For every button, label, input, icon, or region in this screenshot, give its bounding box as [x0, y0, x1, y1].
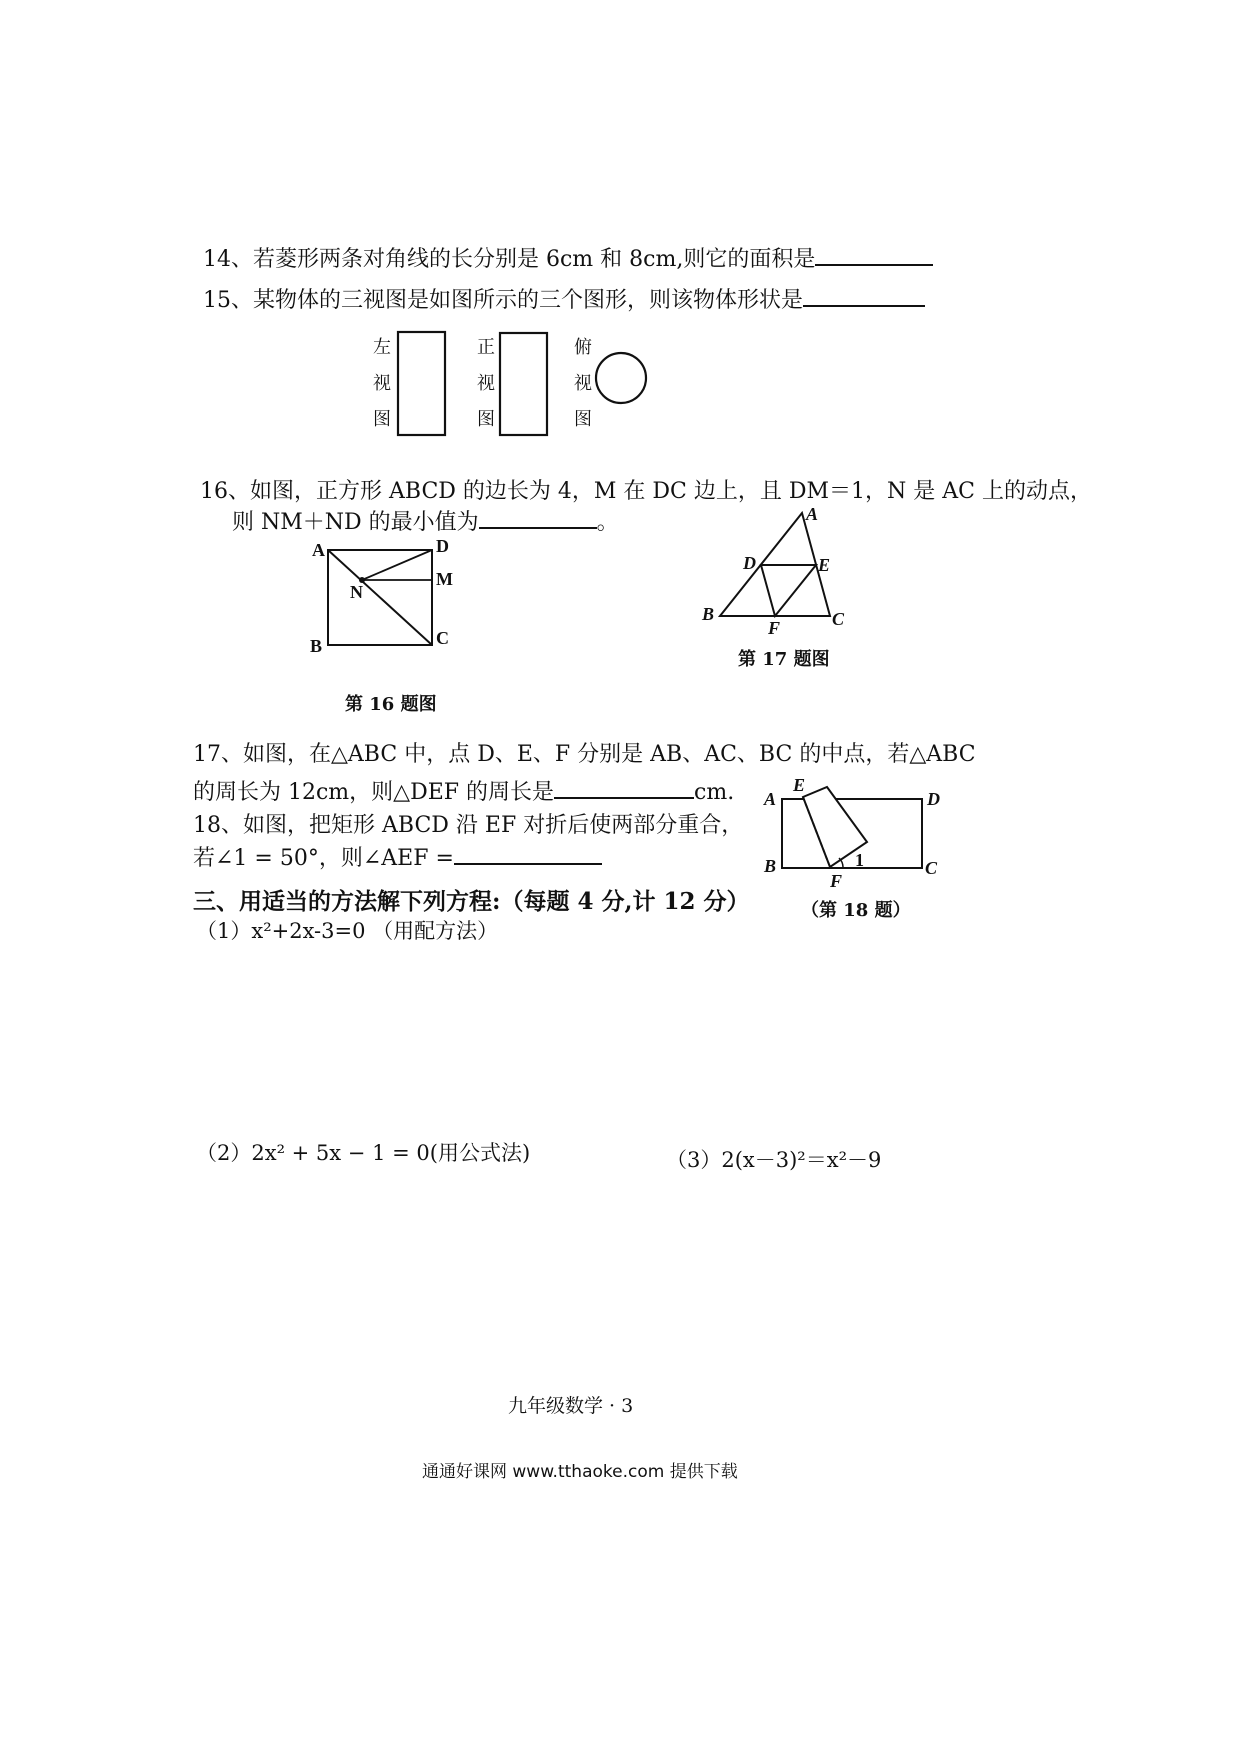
question-18-text-2: 若∠1 = 50°，则∠AEF =: [193, 846, 454, 871]
question-15: [203, 283, 925, 314]
label-angle-1: 1: [855, 850, 864, 870]
label-f: F: [768, 618, 781, 638]
answer-blank-17: [554, 797, 694, 799]
label-a: A: [764, 789, 777, 809]
front-view-rectangle: [500, 333, 547, 435]
question-16-end-mark: 。: [596, 510, 619, 535]
front-view-label: 正 视 图: [477, 337, 495, 430]
question-17-unit: cm.: [694, 780, 735, 805]
segment-nd: [362, 550, 432, 580]
answer-blank-15: [803, 305, 925, 307]
label-m: M: [436, 569, 453, 589]
left-view-rectangle: [398, 332, 445, 435]
figure-18-caption: （第 18 题）: [801, 900, 911, 921]
label-d: D: [743, 553, 756, 573]
top-view-circle: [596, 353, 646, 403]
equation-1: （1）x²+2x-3=0 （用配方法）: [196, 919, 499, 943]
label-b: B: [310, 636, 323, 656]
figure-16-caption: 第 16 题图: [345, 694, 437, 715]
label-c: C: [436, 628, 449, 648]
figure-17: [695, 503, 855, 638]
question-17-text-2: 的周长为 12cm，则△DEF 的周长是: [193, 780, 555, 805]
label-f: F: [830, 871, 843, 890]
question-16-text-2: 则 NM＋ND 的最小值为: [232, 510, 479, 535]
diagonal-ac: [328, 550, 432, 645]
question-17-line-1: [193, 737, 976, 768]
question-16-line-1: [200, 474, 1092, 505]
question-18-text-1: 18、如图，把矩形 ABCD 沿 EF 对折后使两部分重合，: [193, 813, 744, 838]
section-3-title: 三、用适当的方法解下列方程:（每题 4 分,计 12 分）: [193, 888, 750, 915]
label-e: E: [818, 555, 831, 575]
figure-17-caption: 第 17 题图: [738, 649, 830, 670]
label-a: A: [806, 504, 819, 524]
question-18-line-1: [193, 808, 743, 839]
triangle-def: [761, 565, 816, 616]
left-view-label: 左 视 图: [373, 337, 391, 430]
label-c: C: [925, 858, 938, 878]
label-d: D: [927, 789, 940, 809]
question-16-line-2: [232, 505, 619, 536]
answer-blank-16: [479, 527, 597, 529]
label-a: A: [312, 540, 325, 560]
equation-2: （2）2x² + 5x − 1 = 0(用公式法): [196, 1141, 531, 1165]
label-e: E: [793, 775, 806, 795]
figure-18: [755, 775, 955, 890]
three-views-figure: [390, 325, 660, 440]
label-d: D: [436, 536, 449, 556]
equation-3: （3）2(x－3)²＝x²－9: [666, 1148, 882, 1172]
figure-16: [300, 535, 470, 660]
question-17-line-2: [193, 775, 734, 806]
question-15-text: 15、某物体的三视图是如图所示的三个图形，则该物体形状是: [203, 288, 803, 313]
label-b: B: [764, 856, 777, 876]
question-16-text-1: 16、如图，正方形 ABCD 的边长为 4，M 在 DC 边上，且 DM＝1，N 是 AC 上的动点，: [200, 479, 1092, 504]
question-18-line-2: [193, 841, 602, 872]
label-b: B: [702, 604, 715, 624]
answer-blank-14: [815, 264, 933, 266]
question-17-text-1: 17、如图，在△ABC 中，点 D、E、F 分别是 AB、AC、BC 的中点，若△ABC: [193, 742, 976, 767]
answer-blank-18: [454, 863, 602, 865]
question-14-text: 14、若菱形两条对角线的长分别是 6cm 和 8cm,则它的面积是: [203, 247, 816, 272]
site-credit: 通通好课网 www.tthaoke.com 提供下载: [422, 1462, 738, 1482]
question-14: [203, 242, 933, 273]
page-footer: 九年级数学 · 3: [508, 1395, 634, 1417]
label-c: C: [832, 609, 845, 629]
label-n: N: [350, 582, 363, 602]
top-view-label: 俯 视 图: [574, 337, 592, 430]
